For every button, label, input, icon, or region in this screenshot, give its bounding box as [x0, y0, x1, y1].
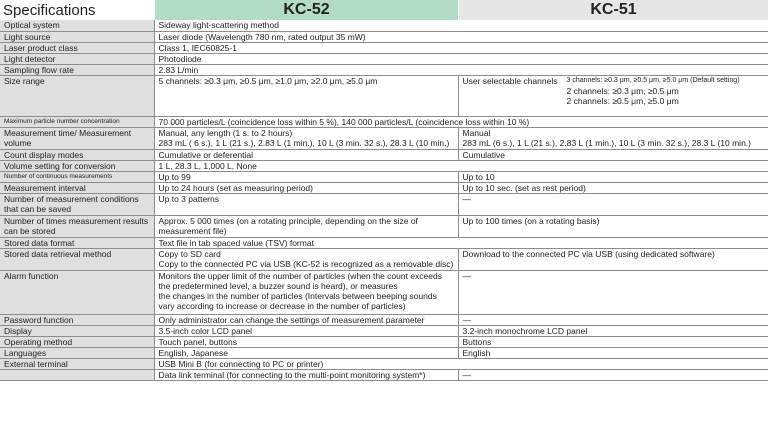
kc51-value [458, 171, 768, 182]
kc51-value-line: — [462, 314, 471, 325]
kc52-value-line: 283 mL ( 6 s.), 1 L (21 s.), 2.83 L (1 min.), 10 L (3 min. 32 s.), 28.3 L (10 min.) [158, 137, 450, 148]
kc52-value-line: 5 channels: ≥0.3 μm, ≥0.5 μm, ≥1.0 μm, ≥2.0 μm, ≥5.0 μm [158, 75, 378, 86]
kc52-value [154, 53, 768, 64]
kc52-value-line: the changes in the number of particles (Intervals between beeping sounds [158, 290, 437, 301]
spec-row [0, 215, 768, 237]
kc51-value [458, 347, 768, 358]
spec-label: Size range [0, 75, 154, 116]
spec-label: Stored data format [0, 237, 154, 248]
spec-label: Number of continuous measurements [0, 171, 154, 182]
spec-row [0, 171, 768, 182]
kc52-value-line: Touch panel, buttons [158, 336, 237, 347]
kc52-value [154, 369, 458, 380]
kc51-value [458, 127, 768, 149]
spec-label: Number of times measurement results can be stored [0, 215, 154, 237]
kc51-value [458, 336, 768, 347]
kc52-value-line: Photodiode [158, 53, 202, 64]
kc52-value-line: Copy to SD card [158, 248, 221, 259]
kc51-value-line: — [462, 193, 471, 204]
kc51-value-line: 3.2-inch monochrome LCD panel [462, 325, 588, 336]
spec-label: Count display modes [0, 149, 154, 160]
kc52-value [154, 42, 768, 53]
spec-label: External terminal [0, 358, 154, 369]
kc52-value [154, 314, 458, 325]
kc52-value [154, 270, 458, 314]
spec-row [0, 116, 768, 127]
kc52-value [154, 193, 458, 215]
spec-label: Optical system [0, 20, 154, 31]
kc52-value-line: 3.5-inch color LCD panel [158, 325, 253, 336]
kc51-value [458, 270, 768, 314]
spec-row [0, 75, 768, 116]
kc52-value-line: Cumulative or deferential [158, 149, 253, 160]
kc51-value-line: Download to the connected PC via USB (using dedicated software) [462, 248, 715, 259]
spec-row [0, 149, 768, 160]
kc51-value [458, 325, 768, 336]
spec-label: Light source [0, 31, 154, 42]
kc52-value-line: Up to 24 hours (set as measuring period) [158, 182, 313, 193]
kc52-value [154, 347, 458, 358]
channel-option: 2 channels: ≥0.3 μm, ≥0.5 μm [566, 85, 679, 96]
kc52-value [154, 325, 458, 336]
kc51-value-line: — [462, 369, 471, 380]
kc51-value-line: Up to 100 times (on a rotating basis) [462, 215, 600, 226]
kc52-value-line [159, 86, 456, 96]
kc51-value-line: English [462, 347, 491, 358]
specifications-title: Specifications [3, 1, 96, 19]
kc52-value-line: 70 000 particles/L (coincidence loss within 5 %), 140 000 particles/L (coincidence loss within 10 %) [158, 116, 530, 127]
spec-row [0, 31, 768, 42]
kc52-value [154, 127, 458, 149]
spec-label: Light detector [0, 53, 154, 64]
kc52-value-line: measurement file) [158, 225, 227, 236]
kc51-value-line: Buttons [462, 336, 492, 347]
spec-label: Measurement time/ Measurement volume [0, 127, 154, 149]
kc51-value [458, 369, 768, 380]
spec-label: Password function [0, 314, 154, 325]
kc52-value [154, 20, 768, 31]
spec-row [0, 314, 768, 325]
kc52-value [154, 64, 768, 75]
spec-label: Laser product class [0, 42, 154, 53]
spec-row [0, 42, 768, 53]
spec-row [0, 20, 768, 31]
kc52-value-line: Class 1, IEC60825-1 [158, 42, 237, 53]
kc52-value-line: Copy to the connected PC via USB (KC-52 is recognized as a removable disc) [158, 258, 454, 269]
kc52-value-line: the predetermined level, a buzzer sound is heard), or measures [158, 280, 398, 291]
kc52-value-line: USB Mini B (for connecting to PC or printer) [158, 358, 324, 369]
spec-row [0, 53, 768, 64]
spec-label [0, 369, 154, 380]
spec-row [0, 347, 768, 358]
kc52-value [154, 215, 458, 237]
kc52-value-line: vary according to increase or decrease in the number of particles) [158, 300, 406, 311]
kc51-value-line: Cumulative [462, 149, 506, 160]
spec-label: Sampling flow rate [0, 64, 154, 75]
spec-label: Volume setting for conversion [0, 160, 154, 171]
kc51-value-line: Up to 10 sec. (set as rest period) [462, 182, 586, 193]
kc52-value-line [159, 96, 456, 106]
kc51-value-line: 283 mL (6 s.), 1 L (21 s.), 2.83 L (1 min.), 10 L (3 min. 32 s.), 28.3 L (10 min.) [462, 137, 751, 148]
kc52-value-line: Only administrator can change the settings of measurement parameter [158, 314, 425, 325]
spec-row [0, 270, 768, 314]
kc52-value-line: Data link terminal (for connecting to the multi-point monitoring system*) [158, 369, 426, 380]
kc52-value [154, 336, 458, 347]
kc52-value [154, 182, 458, 193]
kc52-value [154, 160, 768, 171]
kc52-value-line: English, Japanese [158, 347, 228, 358]
kc52-value-line [159, 106, 456, 116]
kc52-value-line: Text file in tab spaced value (TSV) format [158, 237, 314, 248]
channel-option: 2 channels: ≥0.5 μm, ≥5.0 μm [566, 95, 679, 106]
selectable-channels-label: User selectable channels [462, 75, 558, 86]
spec-row [0, 160, 768, 171]
kc52-value-line: Up to 3 patterns [158, 193, 219, 204]
kc52-value-line: Approx. 5 000 times (on a rotating principle, depending on the size of [158, 215, 418, 226]
kc52-value [154, 171, 458, 182]
spec-row [0, 336, 768, 347]
spec-row [0, 248, 768, 270]
channel-option: 3 channels: ≥0.3 μm, ≥0.5 μm, ≥5.0 μm (Default setting) [566, 76, 740, 84]
kc51-value-line: — [462, 270, 471, 281]
spec-row [0, 127, 768, 149]
spec-label: Display [0, 325, 154, 336]
kc52-value-line: 2.83 L/min [158, 64, 199, 75]
spec-row [0, 325, 768, 336]
kc52-value [154, 237, 768, 248]
kc51-value [458, 314, 768, 325]
kc51-value [458, 215, 768, 237]
kc52-value [154, 358, 768, 369]
spec-label: Stored data retrieval method [0, 248, 154, 270]
specifications-table [0, 20, 768, 381]
kc52-value [154, 31, 768, 42]
kc52-value [154, 149, 458, 160]
kc52-value-line: 1 L, 28.3 L, 1,000 L, None [158, 160, 257, 171]
kc51-value-line: Up to 10 [462, 171, 495, 182]
spec-label: Number of measurement conditions that can be saved [0, 193, 154, 215]
spec-label: Alarm function [0, 270, 154, 314]
spec-row [0, 369, 768, 380]
kc51-value [458, 75, 768, 116]
kc51-value [458, 248, 768, 270]
kc52-column-header: KC-52 [154, 0, 458, 20]
kc52-value [154, 116, 768, 127]
kc51-column-header: KC-51 [458, 0, 768, 20]
kc51-value-line: Manual [462, 127, 491, 138]
kc51-value [458, 193, 768, 215]
kc51-value [458, 149, 768, 160]
kc52-value-line: Up to 99 [158, 171, 191, 182]
kc52-value [154, 248, 458, 270]
kc51-value [458, 182, 768, 193]
spec-row [0, 64, 768, 75]
kc52-value [154, 75, 458, 116]
spec-row [0, 182, 768, 193]
kc52-value-line: Monitors the upper limit of the number of particles (when the count exceeds [158, 270, 442, 281]
kc52-value-line: Sideway light-scattering method [158, 20, 279, 30]
spec-label: Languages [0, 347, 154, 358]
kc52-value-line: Manual, any length (1 s. to 2 hours) [158, 127, 293, 138]
spec-row [0, 358, 768, 369]
kc52-value-line: Laser diode (Wavelength 780 nm, rated output 35 mW) [158, 31, 366, 42]
spec-label: Operating method [0, 336, 154, 347]
spec-label: Measurement interval [0, 182, 154, 193]
spec-label: Maximum particle number concentration [0, 116, 154, 127]
spec-row [0, 193, 768, 215]
spec-row [0, 237, 768, 248]
